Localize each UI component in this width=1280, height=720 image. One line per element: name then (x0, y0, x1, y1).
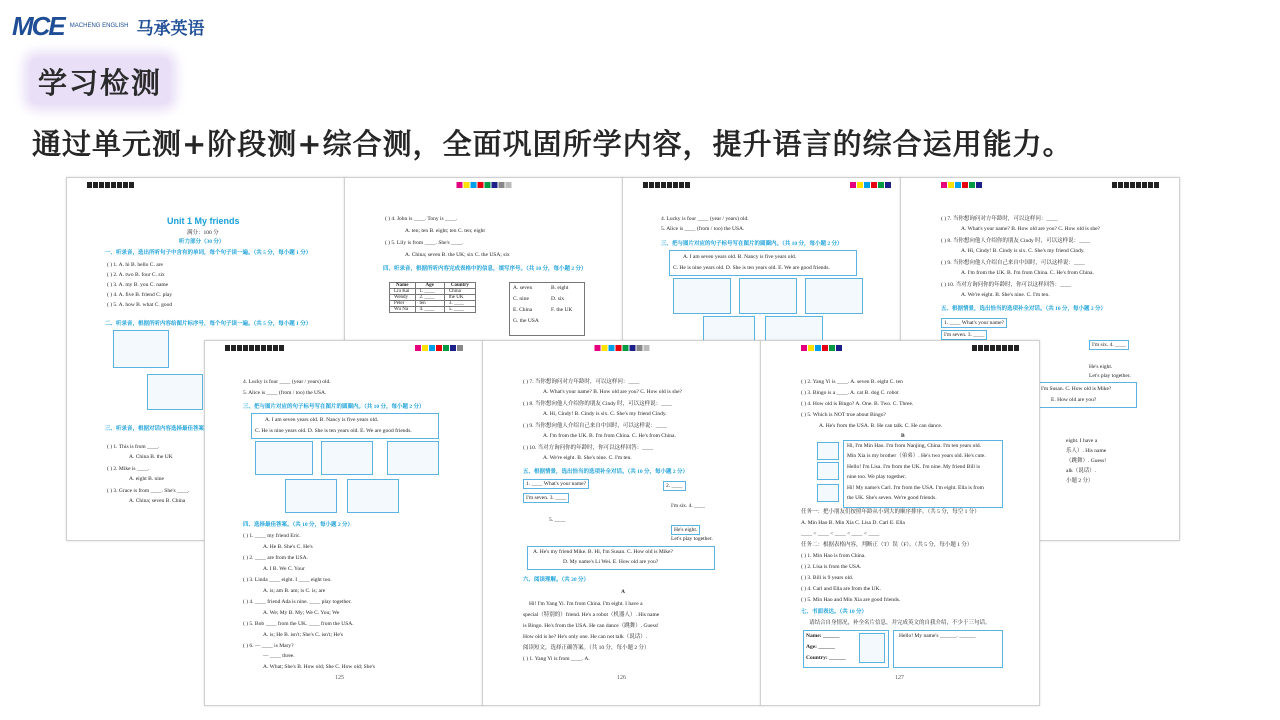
logo-sub: MACHENG ENGLISH (69, 22, 129, 29)
worksheet-page-6: ( ) 7. 当你想询问对方年龄时，可以这样问：____ A. What's your name? B. How old are you? C. How old is she? ( ) 8. 当你想向他人介绍你的朋友 Cindy 时，可以这样说：____ A. Hi, Cindy! B. Cindy is six. C. She's my friend Cindy. ( ) 9. 当你想向他人介绍自己来自中国时，可以这样说：____ A. I'm from the UK. B. I'm from China. C. He's from China. ( ) 10. 当对方询问你的年龄时，你可以这样回答：____ A. We're eight. B. She's nine. C. I'm ten. 五、根据情景，选出恰当的选项补全对话。（共 10 分，每小题 2 分） 1. ____ What's your name? I'm seven. 3. ____ 2. ____ I'm six. 4. ____ 5. ____ He's eight. Let's play together. A. He's my friend Mike. B. Hi, I'm Susan. C. How old is Mike? D. My name's Li Wei. E. How old are you? 六、阅读理解。（共 20 分） A Hi! I'm Yang Yi. I'm from China. I'm eight. I have a special（特别的）friend. He's a robot（机器人）. His name is Bingo. He's from the USA. He can dance（跳舞）. Guess! How old is he? He's only one. He can not talk（说话）. 阅读短文，选择正确答案。（共 10 分，每小题 2 分） ( ) 1. Yang Yi is from ____. A. 126 (482, 340, 762, 706)
worksheet-page-3: 4. Lucky is four ____ (year / years) old. 5. Alice is ____ (from / too) the USA. 三、把与图片对应的句子标号写在图片的圆圈内。（共 10 分，每小题 2 分） A. I am seven years old. B. Nancy is five years old. C. He is nine years old. D. She is ten years old. E. We are good friends. (622, 177, 902, 349)
page-number: 125 (335, 675, 344, 681)
worksheet-page-7: ( ) 2. Yang Yi is ____. A. seven B. eight C. ten ( ) 3. Bingo is a ____. A. cat B. dog C. robot ( ) 4. How old is Bingo? A. One. B. Two. C. Three. ( ) 5. Which is NOT true about Bingo? A. He's from the USA. B. He can talk. C. He can dance. B Hi, I'm Min Hao. I'm from Nanjing, China. I'm ten years old. Min Xia is my brother（弟弟）. He's two years old. He's cute. Hello! I'm Lisa. I'm from the UK. I'm nine. My friend Bill is nine too. We play together. Hi! My name's Carl. I'm from the USA. I'm eight. Ella is from the UK. She's seven. We're good friends. 任务一：把小朋友们按照年龄从小到大的顺序排序。（共 5 分，每空 1 分） A. Min Hao B. Min Xia C. Lisa D. Carl E. Ella ____ < ____ < ____ < ____ < ____ 任务二：根据表格内容，判断正（T）误（F）。（共 5 分，每小题 1 分） ( ) 1. Min Hao is from China. ( ) 2. Lisa is from the USA. ( ) 3. Bill is 9 years old. ( ) 4. Carl and Ella are from the UK. ( ) 5. Min Hao and Min Xia are good friends. 七、书面表达。（共 10 分） 请结合自身情况，补全名片信息，并完成英文的自我介绍，不少于三句话。 Name: ______ Age: ______ Country: ______ Hello! My name's ______. ______ 127 (760, 340, 1040, 706)
page-number: 126 (617, 675, 626, 681)
page-subtitle: 通过单元测+阶段测+综合测，全面巩固所学内容，提升语言的综合运用能力。 (32, 127, 1073, 161)
logo-cn: 马承英语 (136, 18, 205, 39)
worksheet-page-1: Unit 1 My friends 满分：100 分 听力部分（30 分） 一、听录音，选出所听句子中含有的单词，每个句子读一遍。（共 5 分，每小题 1 分） ( ) 1. A. hi B. hello C. are ( ) 2. A. two B. four C. six ( ) 3. A. my B. you C. name ( ) 4. A. five B. friend C. play ( ) 5. A. how B. what C. good 二、听录音，根据所听内容给图片标序号，每个句子读一遍。（共 5 分，每小题 1 分） 三、听录音，根据对话内容选择最佳答案 ( ) 1. This is from ____. A. China B. the UK ( ) 2. Mike is ____. A. eight B. nine ( ) 3. Grace is from ____. She's ____. A. China; seven B. China (66, 177, 346, 541)
brand-logo (12, 6, 204, 46)
unit-title: Unit 1 My friends (167, 216, 240, 226)
worksheet-page-2: ( ) 4. John is ____. Tony is ____. A. ten; ten B. eight; ten C. ten; eight ( ) 5. Lily is from ____. She's ____. A. China; seven B. the UK; six C. the USA; six 四、听录音，根据所听内容完成表格中的信息，填写序号。（共 10 分，每小题 2 分） Name Age Country Liu Kai 1. ____ China Wendy 2. ____ the UK Peter ten 3. ____ Wu Na 4. ____ 5. ____ A. seven B. eight C. nine D. six E. China F. the UK G. the USA (344, 177, 624, 349)
worksheet-page-5: 4. Lucky is four ____ (year / years) old. 5. Alice is ____ (from / too) the USA. 三、把与图片对应的句子标号写在图片的圆圈内。（共 10 分，每小题 2 分） A. I am seven years old. B. Nancy is five years old. C. He is nine years old. D. She is ten years old. E. We are good friends. 四、选择最佳答案。（共 10 分，每小题 2 分） ( ) 1. ____ my friend Eric. A. He B. She's C. He's ( ) 2. ____ are from the USA. A. I B. We C. Your ( ) 3. Linda ____ eight. I ____ eight too. A. is; am B. am; is C. is; are ( ) 4. ____ friend Ada is nine. ____ play together. A. We; My B. My; We C. You; We ( ) 5. Bob ____ from the UK. ____ from the USA. A. is; He B. isn't; She's C. isn't; He's ( ) 6. — ____ is Mary? — ____ three. A. What; She's B. How old; She C. How old; She's 125 (204, 340, 484, 706)
logo-mark: MCE (12, 10, 64, 41)
info-table: Name Age Country Liu Kai 1. ____ China Wendy 2. ____ the UK Peter ten 3. ____ Wu Na 4. ____ 5. ____ (389, 282, 476, 313)
worksheet-page-4: ( ) 7. 当你想询问对方年龄时，可以这样问：____ A. What's your name? B. How old are you? C. How old is she? ( ) 8. 当你想向他人介绍你的朋友 Cindy 时，可以这样说：____ A. Hi, Cindy! B. Cindy is six. C. She's my friend Cindy. ( ) 9. 当你想向他人介绍自己来自中国时，可以这样说：____ A. I'm from the UK. B. I'm from China. C. He's from China. ( ) 10. 当对方询问你的年龄时，你可以这样回答：____ A. We're eight. B. She's nine. C. I'm ten. 五、根据情景，选出恰当的选项补全对话。（共 10 分，每小题 2 分） 1. ____ What's your name? I'm seven. 3. ____ I'm six. 4. ____ He's eight. Let's play together. I'm Susan. C. How old is Mike? E. How old are you? eight. I have a 乐人）. His name （跳舞）. Guess! alk（说话）. 小题 2 分） (900, 177, 1180, 541)
photo-placeholder (859, 633, 885, 663)
page-number: 127 (895, 675, 904, 681)
picture-london (113, 330, 169, 368)
picture-sydney (147, 374, 203, 410)
section-tag: 学习检测 (30, 58, 170, 104)
